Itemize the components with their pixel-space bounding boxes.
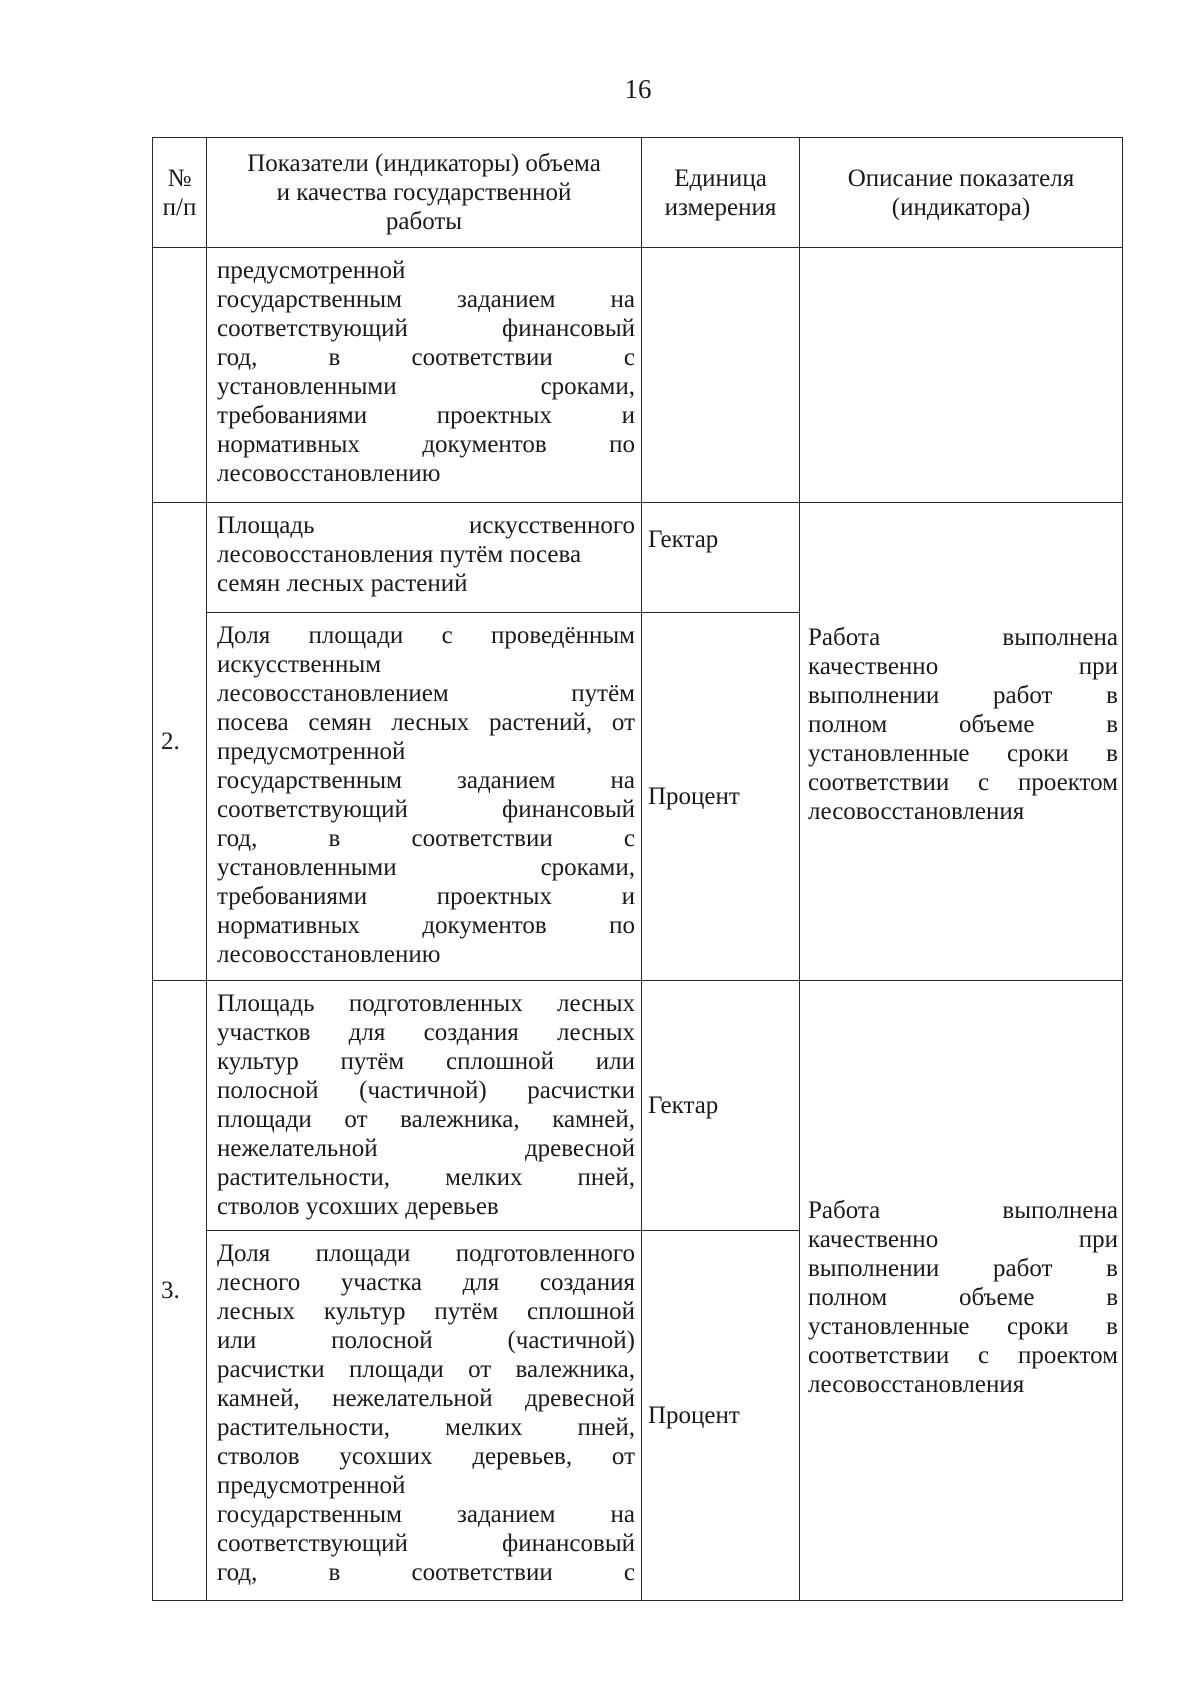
description-cell [800,503,1123,981]
text-line: соответствующий финансовый [217,315,635,342]
text-line: полосной (частичной) расчистки [217,1077,635,1104]
text-line: качественно при [808,653,1118,680]
header-description-line: Описание показателя [847,164,1075,192]
text-line: год, в соответствии с [217,344,635,371]
text-line: Площадь подготовленных лесных [217,990,635,1017]
description-cell [800,248,1123,503]
text-line: лесовосстановления [808,1371,1025,1398]
text-line: стволов усохших деревьев [217,1193,499,1220]
text-line: соответствующий финансовый [217,796,635,823]
text-line: год, в соответствии с [217,825,635,852]
text-line: семян лесных растений [217,570,468,597]
text-line: участков для создания лесных [217,1019,635,1046]
indicator-cell [207,613,642,981]
text-line: установленными сроками, [217,854,635,881]
text-line: предусмотренной [217,738,406,765]
text-line: государственным заданием на [217,767,635,794]
text-line: Доля площади подготовленного [217,1240,635,1267]
header-unit-line: Единица [674,164,767,192]
text-line: камней, нежелательной древесной [217,1385,635,1412]
table-row [153,981,1123,1231]
unit-cell: Гектар [642,981,800,1231]
num-cell [153,248,207,503]
text-line: Работа выполнена [808,1197,1118,1224]
text-line: площади от валежника, камней, [217,1106,635,1133]
text-line: культур путём сплошной или [217,1048,635,1075]
text-line: государственным заданием на [217,286,635,313]
text-line: Доля площади с проведённым [217,622,635,649]
text-line: лесовосстановлением путём [217,680,635,707]
text-line: выполнении работ в [808,1255,1118,1282]
text-line: соответствии с проектом [808,1342,1118,1369]
text-line: искусственным [217,651,382,678]
header-unit-line: измерения [664,193,777,221]
header-row [153,138,1123,248]
text-line: лесовосстановления путём посева [217,541,582,568]
text-line: лесовосстановления [808,798,1025,825]
header-num [153,138,207,248]
text-line: качественно при [808,1226,1118,1253]
text-line: растительности, мелких пней, [217,1414,635,1441]
text-line: соответствии с проектом [808,769,1118,796]
unit-cell: Процент [642,613,800,981]
header-description-line: (индикатора) [891,193,1031,221]
text-line: установленными сроками, [217,373,635,400]
text-line: лесовосстановлению [217,941,441,968]
header-indicator-line: Показатели (индикаторы) объема [247,150,601,177]
num-cell: 2. [153,503,207,981]
text-line: стволов усохших деревьев, от [217,1443,635,1470]
text-line: расчистки площади от валежника, [217,1356,635,1383]
text-line: установленные сроки в [808,740,1118,767]
text-line: лесного участка для создания [217,1269,635,1296]
header-num-line: № [167,164,192,192]
header-num-line: п/п [162,193,197,221]
text-line: Площадь искусственного [217,512,635,539]
text-line: нормативных документов по [217,912,635,939]
header-indicator-line: работы [385,208,463,235]
num-cell: 3. [153,981,207,1601]
text-line: полном объеме в [808,711,1118,738]
text-line: или полосной (частичной) [217,1327,635,1354]
text-line: посева семян лесных растений, от [217,709,635,736]
header-indicator-line: и качества государственной [276,179,572,206]
text-line: полном объеме в [808,1284,1118,1311]
text-line: требованиями проектных и [217,402,635,429]
text-line: нежелательной древесной [217,1135,635,1162]
unit-cell [642,248,800,503]
indicator-cell [207,981,642,1231]
text-line: предусмотренной [217,1472,406,1499]
text-line: растительности, мелких пней, [217,1164,635,1191]
header-description [800,138,1123,248]
text-line: требованиями проектных и [217,883,635,910]
unit-cell: Гектар [642,503,800,613]
indicators-table [152,137,1123,1601]
text-line: выполнении работ в [808,682,1118,709]
table-row [153,503,1123,613]
unit-cell: Процент [642,1231,800,1601]
header-indicator [207,138,642,248]
text-line: соответствующий финансовый [217,1530,635,1557]
header-unit [642,138,800,248]
table-row [153,248,1123,503]
indicator-cell [207,503,642,613]
text-line: нормативных документов по [217,431,635,458]
page-number: 16 [624,74,652,104]
description-cell [800,981,1123,1601]
text-line: Работа выполнена [808,624,1118,651]
text-line: государственным заданием на [217,1501,635,1528]
text-line: год, в соответствии с [217,1559,635,1586]
text-line: предусмотренной [217,257,406,284]
indicator-cell [207,248,642,503]
text-line: лесовосстановлению [217,460,441,487]
text-line: установленные сроки в [808,1313,1118,1340]
text-line: лесных культур путём сплошной [217,1298,635,1325]
indicator-cell [207,1231,642,1601]
